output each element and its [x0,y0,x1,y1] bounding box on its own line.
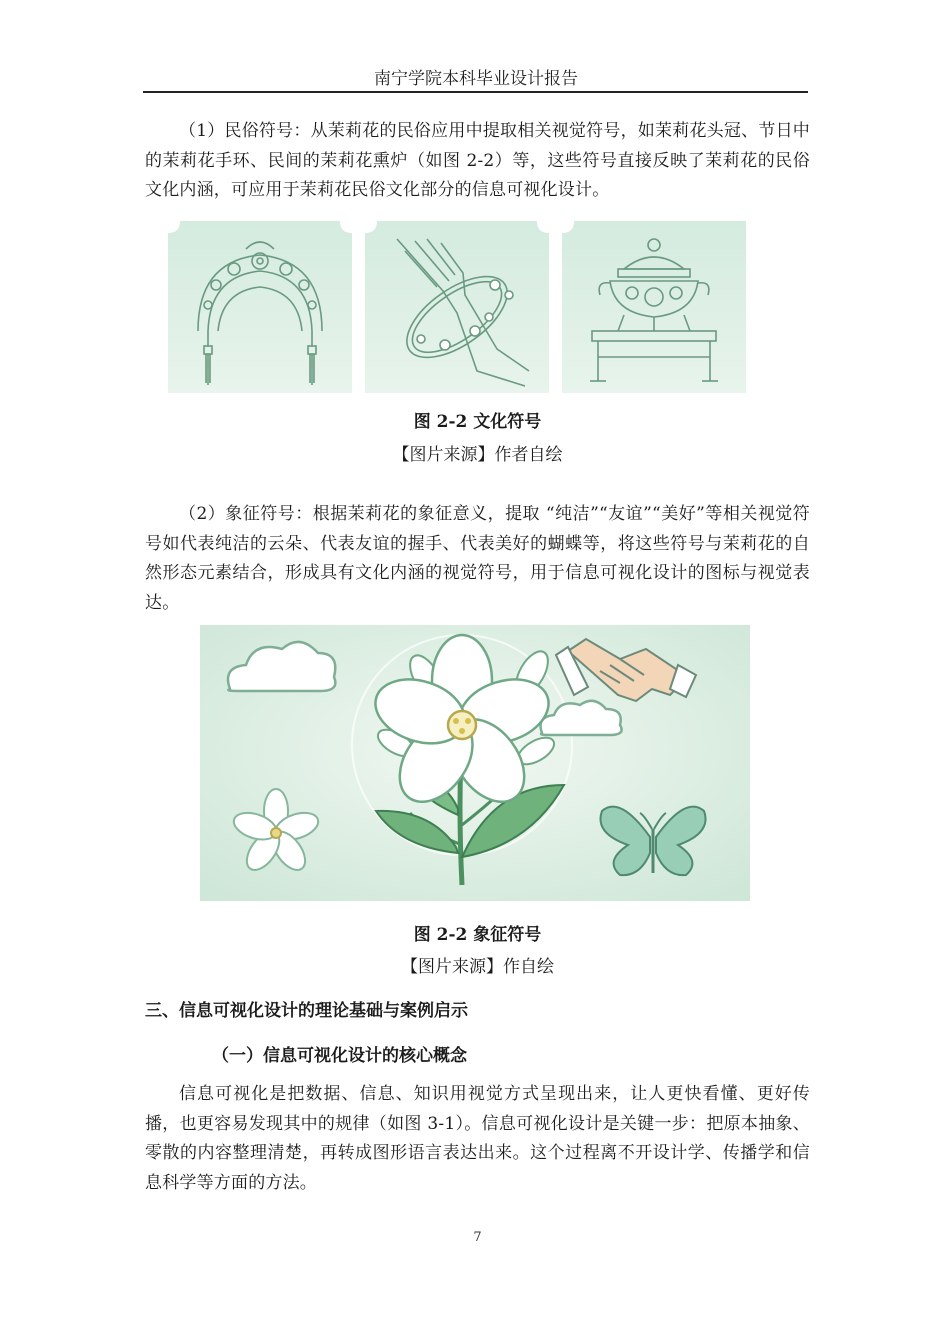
header-rule [143,91,808,93]
paragraph-folk-symbols: （1）民俗符号：从茉莉花的民俗应用中提取相关视觉符号，如茉莉花头冠、节日中的茉莉花手环、民间的茉莉花熏炉（如图 2-2）等，这些符号直接反映了茉莉花的民俗文化内涵，可应用于茉莉花民俗文化部分的信息可视化设计。 [145,121,810,200]
figure2-source: 【图片来源】作自绘 [401,957,554,977]
figure2-caption: 图 2-2 象征符号 [413,925,542,945]
paragraph-symbolic-symbols: （2）象征符号：根据茉莉花的象征意义，提取 “纯洁”“友谊”“美好”等相关视觉符号如代表纯洁的云朵、代表友谊的握手、代表美好的蝴蝶等，将这些符号与茉莉花的自然形态元素结合，形成具有文化内涵的视觉符号，用于信息可视化设计的图标与视觉表达。 [145,504,810,613]
headdress-illustration [168,221,352,393]
censer-illustration [562,221,746,393]
figure1-source: 【图片来源】作者自绘 [392,445,563,465]
figure-symbolic-symbols [200,625,750,901]
bracelet-illustration [365,221,549,393]
section-heading: 三、信息可视化设计的理论基础与案例启示 [145,1001,468,1021]
figure1-caption: 图 2-2 文化符号 [413,412,542,432]
figure-culture-symbols [168,221,746,393]
page-header: 南宁学院本科毕业设计报告 [374,69,578,89]
paragraph-core-concept: 信息可视化是把数据、信息、知识用视觉方式呈现出来，让人更快看懂、更好传播，也更容易发现其中的规律（如图 3-1）。信息可视化设计是关键一步：把原本抽象、零散的内容整理清楚，再转成图形语言表达出来。这个过程离不开设计学、传播学和信息科学等方面的方法。 [145,1084,810,1193]
subsection-heading: （一）信息可视化设计的核心概念 [212,1046,467,1066]
page-number: 7 [473,1230,482,1245]
